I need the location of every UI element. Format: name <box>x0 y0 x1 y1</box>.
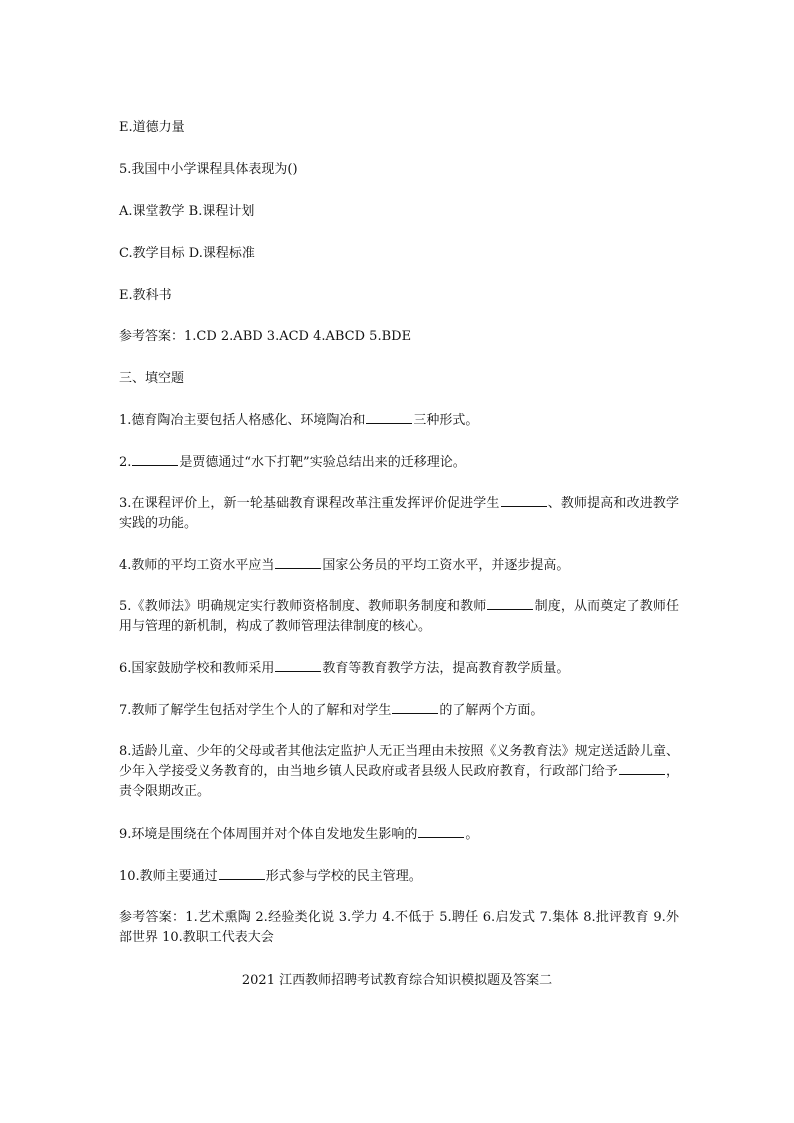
section-title-fill-in: 三、填空题 <box>119 371 185 386</box>
fill-question-5-part-b: 制度，从而奠定了教师任用与管理的新机制，构成了教师管理法律制度的核心。 <box>119 599 679 634</box>
answer-blank <box>275 556 321 569</box>
answers-fill-in: 参考答案：1.艺术熏陶 2.经验类化说 3.学力 4.不低于 5.聘任 6.启发式 7.集体 8.批评教育 9.外部世界 10.教职工代表大会 <box>119 910 679 945</box>
answer-blank <box>418 825 464 838</box>
fill-question-10-part-a: 10.教师主要通过 <box>119 869 218 884</box>
answer-blank <box>487 597 533 610</box>
answer-blank <box>219 867 265 880</box>
answers-multiple-choice: 参考答案：1.CD 2.ABD 3.ACD 4.ABCD 5.BDE <box>119 329 412 344</box>
question-5: 5.我国中小学课程具体表现为() <box>119 162 298 177</box>
fill-question-2-part-a: 2. <box>119 455 132 470</box>
fill-question-3-part-b: 、教师提高和改进教学实践的功能。 <box>119 496 679 531</box>
question-5-options-ab: A.课堂教学 B.课程计划 <box>119 204 255 219</box>
fill-question-2-part-b: 是贾德通过“水下打靶”实验总结出来的迁移理论。 <box>179 455 466 470</box>
fill-question-1-part-b: 三种形式。 <box>413 413 479 428</box>
answer-blank <box>275 659 321 672</box>
fill-question-8-part-a: 8.适龄儿童、少年的父母或者其他法定监护人无正当理由未按照《义务教育法》规定送适龄儿童、少年入学接受义务教育的，由当地乡镇人民政府或者县级人民政府教育，行政部门给予 <box>119 744 679 779</box>
answer-blank <box>132 453 178 466</box>
fill-question-6 <box>119 659 679 679</box>
fill-question-8 <box>119 742 679 802</box>
fill-question-1-part-a: 1.德育陶冶主要包括人格感化、环境陶冶和 <box>119 413 366 428</box>
question-5-options-cd: C.教学目标 D.课程标准 <box>119 246 255 261</box>
fill-question-7 <box>119 701 679 721</box>
fill-question-10 <box>119 867 679 887</box>
answer-blank <box>366 411 412 424</box>
fill-question-4-part-a: 4.教师的平均工资水平应当 <box>119 558 275 573</box>
document-footer-title: 2021 江西教师招聘考试教育综合知识模拟题及答案二 <box>241 973 553 988</box>
option-e-moral-power: E.道德力量 <box>119 120 185 135</box>
fill-question-8-part-b: ，责令限期改正。 <box>119 764 679 799</box>
fill-question-9-part-b: 。 <box>465 827 479 842</box>
fill-question-4 <box>119 556 679 576</box>
fill-question-10-part-b: 形式参与学校的民主管理。 <box>265 869 422 884</box>
fill-question-7-part-a: 7.教师了解学生包括对学生个人的了解和对学生 <box>119 703 392 718</box>
fill-question-5 <box>119 597 679 637</box>
fill-question-6-part-b: 教育等教育教学方法，提高教育教学质量。 <box>322 661 570 676</box>
fill-question-2 <box>119 453 679 473</box>
fill-question-1 <box>119 411 679 431</box>
fill-question-9 <box>119 825 679 845</box>
fill-question-7-part-b: 的了解两个方面。 <box>439 703 544 718</box>
fill-question-4-part-b: 国家公务员的平均工资水平，并逐步提高。 <box>322 558 570 573</box>
fill-question-3 <box>119 494 679 534</box>
question-5-option-e: E.教科书 <box>119 288 172 303</box>
answer-blank <box>392 701 438 714</box>
fill-question-6-part-a: 6.国家鼓励学校和教师采用 <box>119 661 275 676</box>
answer-blank <box>501 494 547 507</box>
fill-question-5-part-a: 5.《教师法》明确规定实行教师资格制度、教师职务制度和教师 <box>119 599 487 614</box>
answer-blank <box>619 762 665 775</box>
fill-question-9-part-a: 9.环境是围绕在个体周围并对个体自发地发生影响的 <box>119 827 418 842</box>
fill-question-3-part-a: 3.在课程评价上，新一轮基础教育课程改革注重发挥评价促进学生 <box>119 496 500 511</box>
